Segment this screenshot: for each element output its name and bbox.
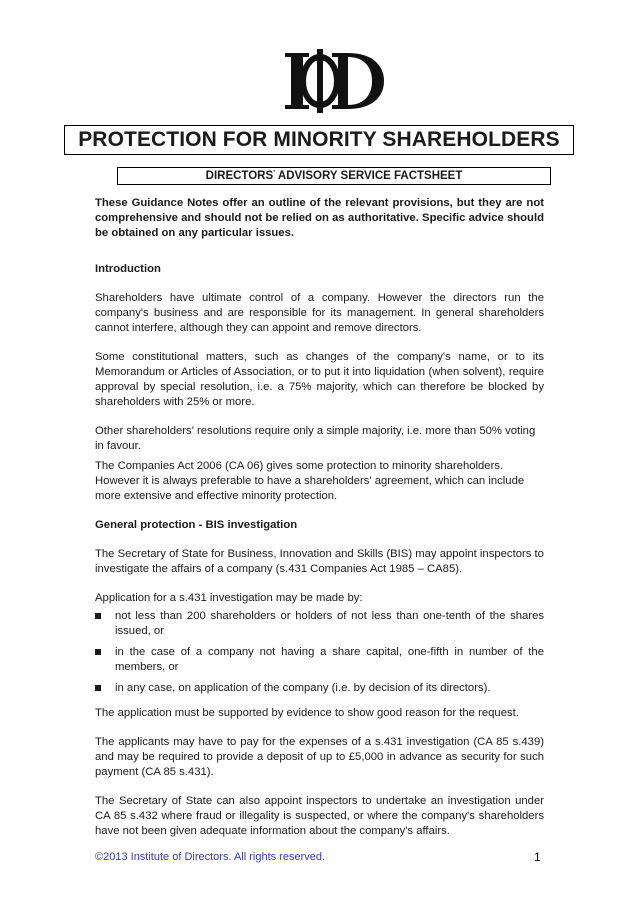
page-number: 1 — [534, 850, 541, 864]
page-title: PROTECTION FOR MINORITY SHAREHOLDERS — [64, 125, 574, 155]
paragraph: Some constitutional matters, such as changes of the company's name, or to its Memorandum or Articles of Association, or to put it into liquidation (when solvent), require approval by special resolution, i.e. a 75% majority, which can therefore be blocked by shareholders with 25% or more. — [95, 351, 544, 408]
paragraph: The Companies Act 2006 (CA 06) gives some protection to minority shareholders. However it is always preferable to have a shareholders' agreement, which can include more extensive and effective minority protection. — [95, 460, 525, 502]
paragraph: Shareholders have ultimate control of a company. However the directors run the company's business and are responsible for its management. In general shareholders cannot interfere, although they can appoint and remove directors. — [95, 292, 544, 334]
list-item-text: in the case of a company not having a share capital, one-fifth in number of the members, or — [115, 646, 544, 673]
section-heading-bis-investigation: General protection - BIS investigation — [95, 519, 298, 531]
list-item-text: in any case, on application of the company (i.e. by decision of its directors). — [115, 682, 491, 694]
iod-logo — [0, 47, 638, 115]
section-heading-introduction: Introduction — [95, 263, 161, 275]
subtitle-apostrophe: ’ — [273, 170, 276, 177]
factsheet-subtitle — [117, 167, 551, 185]
paragraph: Application for a s.431 investigation may be made by: — [95, 592, 363, 604]
subtitle-part2: ADVISORY SERVICE FACTSHEET — [275, 170, 463, 182]
paragraph: The applicants may have to pay for the expenses of a s.431 investigation (CA 85 s.439) and may be required to provide a deposit of up to £5,000 in advance as security for such payment (CA 85 s.431). — [95, 736, 544, 778]
list-item-text: not less than 200 shareholders or holders of not less than one-tenth of the shares issued, or — [115, 610, 544, 637]
list-item — [95, 681, 544, 696]
list-item — [95, 609, 544, 639]
guidance-disclaimer: These Guidance Notes offer an outline of the relevant provisions, but they are not comprehensive and should not be relied on as authoritative. Specific advice should be obtained on any particular issues. — [95, 197, 544, 239]
paragraph: The Secretary of State for Business, Innovation and Skills (BIS) may appoint inspectors to investigate the affairs of a company (s.431 Companies Act 1985 – CA85). — [95, 548, 544, 575]
list-item — [95, 645, 544, 675]
paragraph: The Secretary of State can also appoint inspectors to undertake an investigation under CA 85 s.432 where fraud or illegality is suspected, or where the company's shareholders have not been given adequate information about the company's affairs. — [95, 795, 544, 837]
paragraph: Other shareholders' resolutions require only a simple majority, i.e. more than 50% voting in favour. — [95, 425, 536, 452]
paragraph: The application must be supported by evidence to show good reason for the request. — [95, 707, 519, 719]
subtitle-part1: DIRECTORS — [205, 170, 274, 182]
application-criteria-list — [95, 609, 544, 696]
square-bullet-icon — [95, 685, 101, 691]
square-bullet-icon — [95, 613, 101, 619]
square-bullet-icon — [95, 649, 101, 655]
footer-copyright: ©2013 Institute of Directors. All rights reserved. — [95, 851, 326, 863]
document-body — [95, 196, 544, 853]
